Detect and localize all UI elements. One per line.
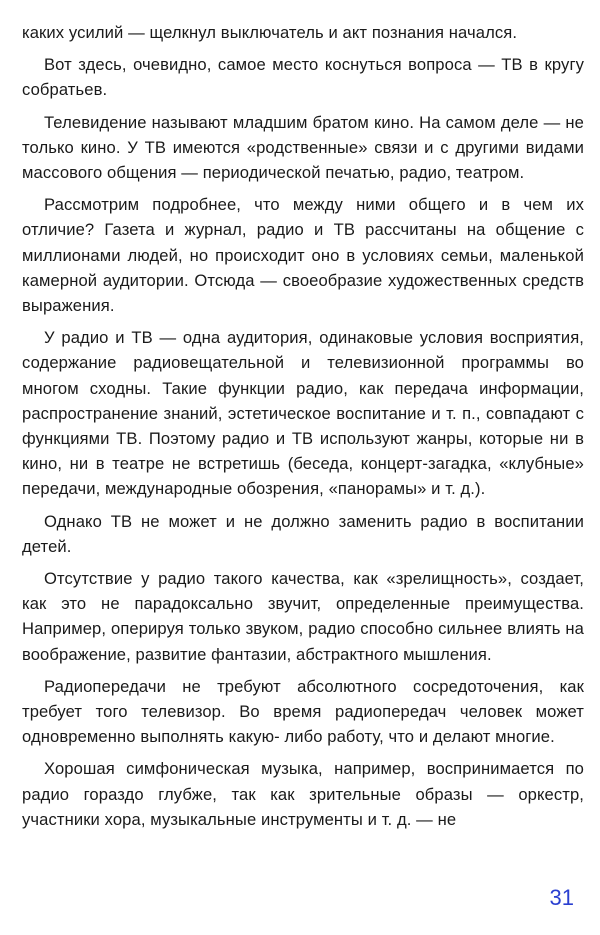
paragraph-lack-of-spectacle: Отсутствие у радио такого качества, как «зрелищность», создает, как это не парадоксально звучит, определенные преимущества. Например, оперируя только звуком, радио способно сильнее влиять на воображение, развитие фантазии, абстрактного мышления. <box>22 569 584 664</box>
paragraph-radio-and-tv-audience: У радио и ТВ — одна аудитория, одинаковые условия восприятия, содержание радиовещательной и телевизионной программы во многом сходны. Такие функции радио, как передача информации, распространение знаний, эстетическое воспитание и т. п., совпадают с функциями ТВ. Поэтому радио и ТВ используют жанры, которые ни в кино, ни в театре не встретишь (беседа, концерт-загадка, «клубные» передачи, международные обозрения, «панорамы» и т. д.). <box>22 328 584 499</box>
paragraph-common-and-differences: Рассмотрим подробнее, что между ними общего и в чем их отличие? Газета и журнал, радио и ТВ рассчитаны на общение с миллионами людей, но происходит оно в условиях семьи, маленькой камерной аудитории. Отсюда — своеобразие художественных средств выражения. <box>22 195 584 316</box>
paragraph-tv-cannot-replace-radio: Однако ТВ не может и не должно заменить радио в воспитании детей. <box>22 511 584 556</box>
paragraph-younger-brother-of-cinema: Телевидение называют младшим братом кино. На самом деле — не только кино. У ТВ имеются «родственные» связи и с другими видами массового общения — периодической печатью, радио, театром. <box>22 112 584 183</box>
paragraph-tv-among-siblings: Вот здесь, очевидно, самое место коснуться вопроса — ТВ в кругу собратьев. <box>22 55 584 100</box>
paragraph-no-full-concentration: Радиопередачи не требуют абсолютного сосредоточения, как требует того телевизор. Во время радиопередач человек может одновременно выполнять какую- либо работу, что и делают многие. <box>22 676 584 747</box>
page-number: 31 <box>549 885 574 910</box>
paragraph-symphonic-music: Хорошая симфоническая музыка, например, воспринимается по радио гораздо глубже, так как зрительные образы — оркестр, участники хора, музыкальные инструменты и т. д. — не <box>22 759 584 829</box>
paragraph-continuation: каких усилий — щелкнул выключатель и акт познания начался. <box>22 23 518 42</box>
body-text <box>22 20 584 839</box>
